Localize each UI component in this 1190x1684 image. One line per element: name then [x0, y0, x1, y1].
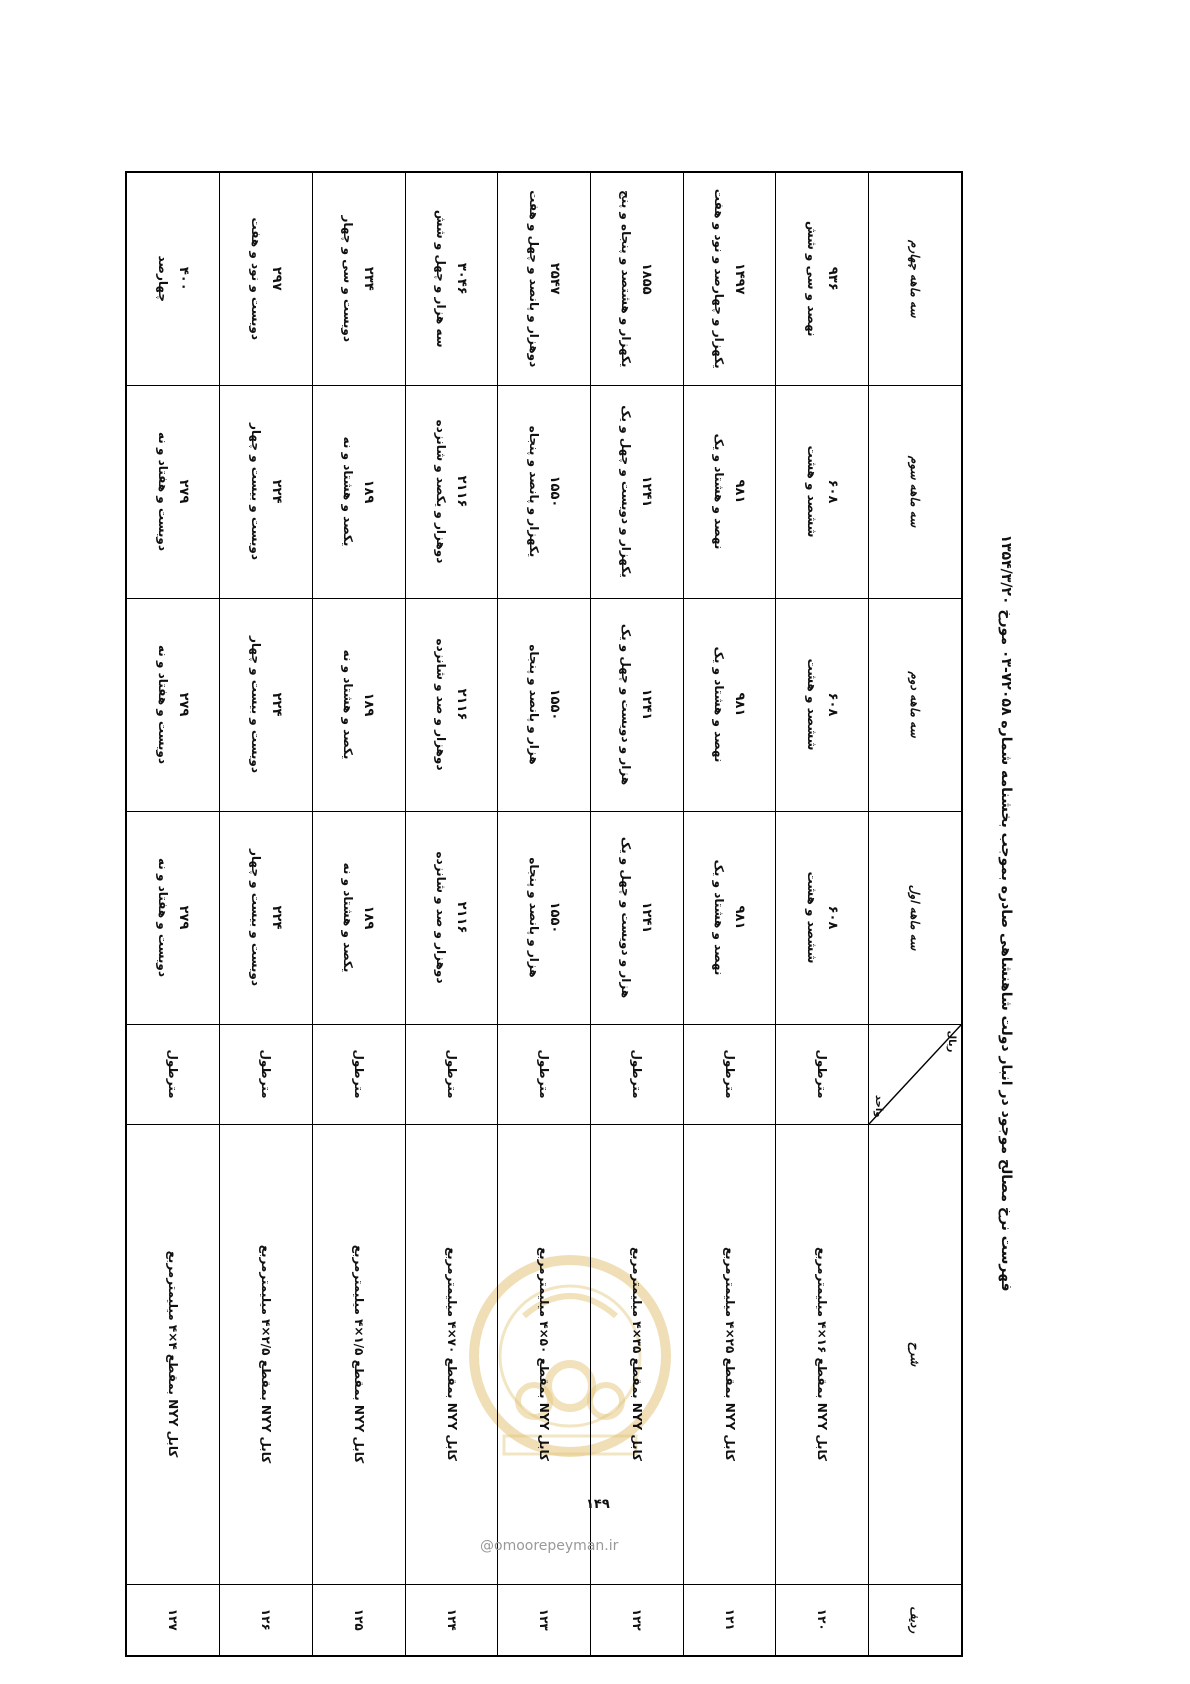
table-row [776, 172, 869, 1656]
price-in-words: دویست و نود و هفت [248, 217, 263, 340]
price-number: ۱۵۵۰ [546, 901, 562, 934]
header-row-number: ردیف [869, 1584, 963, 1656]
price-cell-q1 [405, 811, 498, 1024]
price-cell-q3 [683, 385, 776, 598]
price-in-words: دوهزار و صد و شانزده [434, 851, 449, 984]
price-number: ۲۳۴ [361, 266, 377, 291]
unit-cell: مترطول [220, 1024, 313, 1124]
price-in-words: دویست و هفتاد و نه [155, 645, 170, 764]
price-cell-q3 [776, 385, 869, 598]
price-cell-q1 [683, 811, 776, 1024]
page-number: ۱۴۹ [586, 1497, 610, 1512]
price-cell-q4 [313, 172, 406, 385]
description-cell: کابل NYY بمقطع ۲۵×۴ میلیمترمربع [683, 1124, 776, 1584]
header-q4: سه ماهه چهارم [869, 172, 963, 385]
rotated-table-block [125, 171, 1025, 1655]
table-row [683, 172, 776, 1656]
unit-cell: مترطول [591, 1024, 684, 1124]
price-number: ۱۵۵۰ [546, 688, 562, 721]
price-number: ۲۹۷ [268, 266, 284, 291]
price-number: ۱۸۹ [361, 692, 377, 717]
price-number: ۶۰۸ [824, 479, 840, 504]
price-in-words: هزار و دویست و چهل و یک [619, 623, 634, 786]
row-number-cell: ۱۲۱ [683, 1584, 776, 1656]
description-cell: کابل NYY بمقطع ۱۶×۴ میلیمترمربع [776, 1124, 869, 1584]
table-row [313, 172, 406, 1656]
header-unit [869, 1024, 963, 1124]
price-in-words: دویست و بیست و چهار [248, 636, 263, 773]
price-number: ۶۰۸ [824, 692, 840, 717]
price-number: ۲۲۴ [268, 479, 284, 504]
unit-cell: مترطول [405, 1024, 498, 1124]
price-in-words: دویست و بیست و چهار [248, 849, 263, 986]
row-number-cell: ۱۲۳ [498, 1584, 591, 1656]
price-cell-q3 [220, 385, 313, 598]
header-q2: سه ماهه دوم [869, 598, 963, 811]
price-cell-q3 [591, 385, 684, 598]
header-unit-label: واحد [873, 1094, 884, 1118]
price-in-words: دوهزار و صد و شانزده [434, 638, 449, 771]
price-in-words: ششصد و هشت [804, 658, 819, 751]
price-number: ۲۷۹ [175, 905, 191, 930]
table-row [126, 172, 220, 1656]
price-number: ۲۵۴۷ [546, 262, 562, 295]
header-q1: سه ماهه اول [869, 811, 963, 1024]
price-cell-q2 [683, 598, 776, 811]
price-cell-q2 [313, 598, 406, 811]
price-cell-q3 [405, 385, 498, 598]
description-cell: کابل NYY بمقطع ۵۰×۴ میلیمترمربع [498, 1124, 591, 1584]
price-number: ۴۰۰ [175, 266, 191, 291]
price-cell-q4 [591, 172, 684, 385]
price-cell-q2 [126, 598, 220, 811]
price-in-words: نهصد و سی و شش [804, 220, 819, 337]
price-cell-q2 [776, 598, 869, 811]
price-cell-q1 [776, 811, 869, 1024]
price-cell-q1 [126, 811, 220, 1024]
description-cell: کابل NYY بمقطع ۲/۵×۴ میلیمترمربع [220, 1124, 313, 1584]
row-number-cell: ۱۲۶ [220, 1584, 313, 1656]
price-in-words: یکهزار و پانصد و پنجاه [526, 425, 541, 558]
table-row [405, 172, 498, 1656]
price-in-words: هزار و پانصد و پنجاه [526, 644, 541, 765]
price-number: ۶۰۸ [824, 905, 840, 930]
price-number: ۱۴۹۷ [732, 262, 748, 295]
price-in-words: یکهزار و هشتصد و پنجاه و پنج [619, 190, 634, 368]
price-cell-q4 [220, 172, 313, 385]
price-cell-q1 [591, 811, 684, 1024]
price-number: ۲۱۱۶ [454, 901, 470, 934]
price-number: ۱۲۴۱ [639, 688, 655, 721]
price-number: ۳۰۴۶ [454, 262, 470, 295]
header-row [869, 172, 963, 1656]
price-table [125, 171, 963, 1657]
table-row [591, 172, 684, 1656]
price-number: ۱۲۴۱ [639, 901, 655, 934]
price-in-words: هزار و دویست و چهل و یک [619, 836, 634, 999]
price-cell-q2 [591, 598, 684, 811]
price-number: ۱۲۴۱ [639, 475, 655, 508]
row-number-cell: ۱۲۴ [405, 1584, 498, 1656]
unit-cell: مترطول [313, 1024, 406, 1124]
price-cell-q3 [313, 385, 406, 598]
header-description: شرح [869, 1124, 963, 1584]
price-number: ۱۸۹ [361, 479, 377, 504]
price-in-words: نهصد و هشتاد و یک [712, 859, 727, 976]
header-unit-rial: ریال [946, 1030, 957, 1053]
document-title: فهرست نرخ مصالح موجود در انبار دولت شاهنشاهی صادره بموجب بخشنامه شماره ۷۲۰۵۸-۰۳ مورخ ۱۳۵۴/۳/۲۰ [998, 534, 1014, 1292]
price-in-words: ششصد و هشت [804, 871, 819, 964]
price-number: ۱۸۵۵ [639, 262, 655, 295]
price-in-words: دویست و هفتاد و نه [155, 432, 170, 551]
price-cell-q4 [126, 172, 220, 385]
price-in-words: دوهزار و یکصد و شانزده [434, 419, 449, 564]
description-cell: کابل NYY بمقطع ۳۵×۴ میلیمترمربع [591, 1124, 684, 1584]
table-row [220, 172, 313, 1656]
unit-cell: مترطول [498, 1024, 591, 1124]
description-cell: کابل NYY بمقطع ۱/۵×۴ میلیمترمربع [313, 1124, 406, 1584]
price-cell-q4 [683, 172, 776, 385]
unit-cell: مترطول [126, 1024, 220, 1124]
price-number: ۲۱۱۶ [454, 475, 470, 508]
unit-cell: مترطول [683, 1024, 776, 1124]
table-row [498, 172, 591, 1656]
price-cell-q4 [776, 172, 869, 385]
row-number-cell: ۱۲۰ [776, 1584, 869, 1656]
price-cell-q1 [498, 811, 591, 1024]
price-number: ۱۵۵۰ [546, 475, 562, 508]
price-in-words: یکهزار و دویست و چهل و یک [619, 405, 634, 578]
row-number-cell: ۱۲۵ [313, 1584, 406, 1656]
price-number: ۲۷۹ [175, 479, 191, 504]
price-number: ۹۳۶ [824, 266, 840, 291]
price-in-words: هزار و پانصد و پنجاه [526, 857, 541, 978]
price-number: ۹۸۱ [732, 905, 748, 930]
price-cell-q4 [498, 172, 591, 385]
price-number: ۲۲۴ [268, 692, 284, 717]
price-in-words: یکصد و هشتاد و نه [341, 436, 356, 547]
price-in-words: ششصد و هشت [804, 445, 819, 538]
price-in-words: یکصد و هشتاد و نه [341, 649, 356, 760]
price-in-words: چهارصد [155, 255, 170, 302]
price-cell-q2 [405, 598, 498, 811]
price-number: ۲۲۴ [268, 905, 284, 930]
price-cell-q2 [220, 598, 313, 811]
price-number: ۲۱۱۶ [454, 688, 470, 721]
unit-cell: مترطول [776, 1024, 869, 1124]
watermark-text: @omoorepeyman.ir [480, 1538, 619, 1554]
price-cell-q2 [498, 598, 591, 811]
price-in-words: یکصد و هشتاد و نه [341, 862, 356, 973]
row-number-cell: ۱۲۲ [591, 1584, 684, 1656]
price-in-words: یکهزار و چهارصد و نود و هفت [712, 188, 727, 369]
price-in-words: دویست و بیست و چهار [248, 423, 263, 560]
price-number: ۲۷۹ [175, 692, 191, 717]
price-cell-q1 [313, 811, 406, 1024]
price-cell-q1 [220, 811, 313, 1024]
price-in-words: نهصد و هشتاد و یک [712, 433, 727, 550]
price-in-words: دوهزار و پانصد و چهل و هفت [526, 190, 541, 368]
price-number: ۹۸۱ [732, 692, 748, 717]
description-cell: کابل NYY بمقطع ۷۰×۴ میلیمترمربع [405, 1124, 498, 1584]
price-cell-q3 [498, 385, 591, 598]
price-in-words: دویست و سی و چهار [341, 215, 356, 343]
row-number-cell: ۱۲۷ [126, 1584, 220, 1656]
description-cell: کابل NYY بمقطع ۴×۴ میلیمترمربع [126, 1124, 220, 1584]
price-cell-q4 [405, 172, 498, 385]
price-cell-q3 [126, 385, 220, 598]
header-q3: سه ماهه سوم [869, 385, 963, 598]
price-in-words: نهصد و هشتاد و یک [712, 646, 727, 763]
price-number: ۹۸۱ [732, 479, 748, 504]
price-in-words: سه هزار و چهل و شش [434, 209, 449, 348]
price-number: ۱۸۹ [361, 905, 377, 930]
price-in-words: دویست و هفتاد و نه [155, 858, 170, 977]
